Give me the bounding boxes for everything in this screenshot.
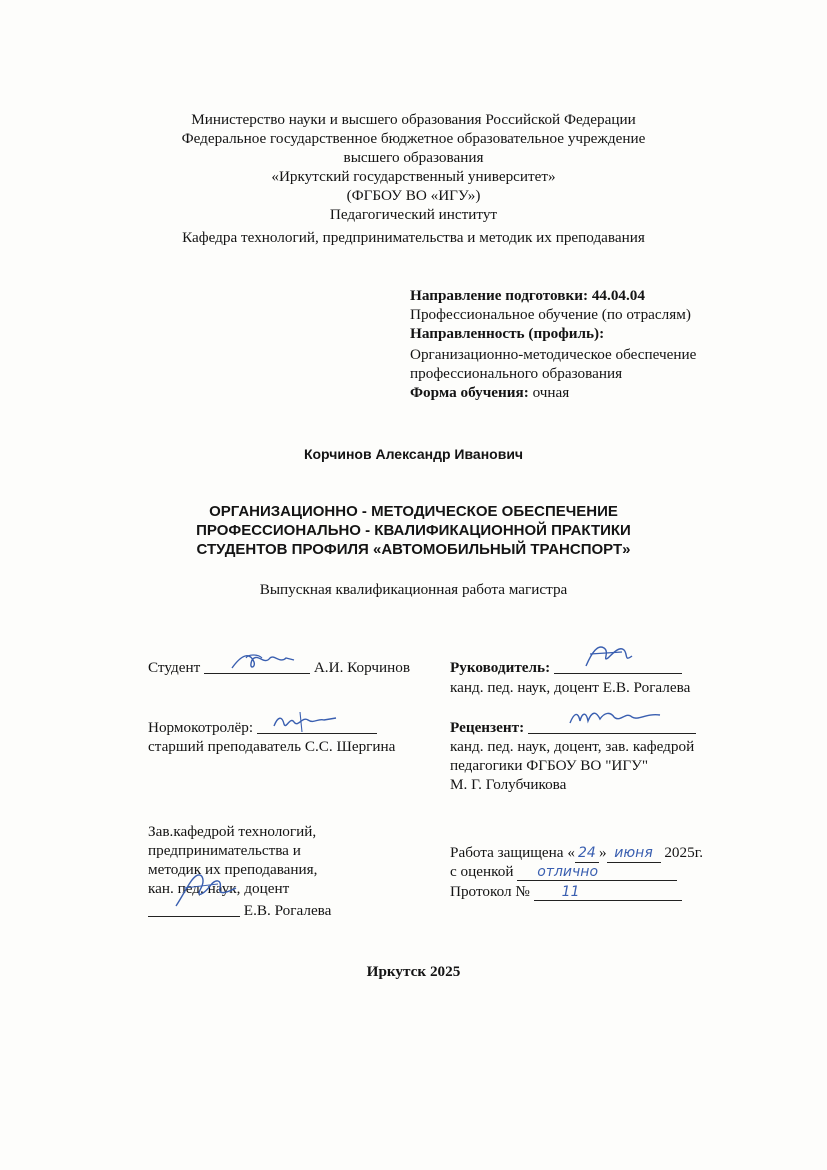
grade-label: с оценкой <box>450 863 514 880</box>
head-signature <box>170 866 250 912</box>
institute-line: Педагогический институт <box>329 206 498 223</box>
reviewer-info-1: канд. пед. наук, доцент, зав. кафедрой <box>450 738 695 755</box>
title-line-3: СТУДЕНТОВ ПРОФИЛЯ «АВТОМОБИЛЬНЫЙ ТРАНСПОРТ» <box>196 541 631 558</box>
reviewer-info-3: М. Г. Голубчикова <box>450 776 567 793</box>
direction-label: Направление подготовки: 44.04.04 <box>410 287 645 304</box>
protocol-value: 11 <box>534 885 682 901</box>
city-year: Иркутск 2025 <box>366 963 461 980</box>
normcontrol-info: старший преподаватель С.С. Шергина <box>148 738 396 755</box>
defended-mid: » <box>598 844 607 861</box>
normcontrol-label: Нормокотролёр: <box>148 719 254 736</box>
form-value: очная <box>532 384 570 401</box>
institution-type-line-2: высшего образования <box>343 149 484 166</box>
supervisor-signature <box>580 640 640 674</box>
supervisor-info: канд. пед. наук, доцент Е.В. Рогалева <box>450 679 691 696</box>
supervisor-line <box>450 658 682 677</box>
defended-year: 2025г. <box>664 844 704 861</box>
defended-month: июня <box>607 846 661 863</box>
head-line-3: методик их преподавания, <box>148 861 318 878</box>
work-type: Выпускная квалификационная работа магистра <box>259 581 568 598</box>
student-signature <box>228 648 298 678</box>
normcontrol-line <box>148 718 377 737</box>
defended-line <box>450 843 703 862</box>
head-line-4: кан. пед. наук, доцент <box>148 880 290 897</box>
author-name: Корчинов Александр Иванович <box>303 446 524 462</box>
department-line: Кафедра технологий, предпринимательства и методик их преподавания <box>182 229 645 246</box>
profile-label: Направленность (профиль): <box>410 325 605 342</box>
student-name: А.И. Корчинов <box>313 659 411 676</box>
head-line-1: Зав.кафедрой технологий, <box>148 823 317 840</box>
profile-value-2: профессионального образования <box>410 365 623 382</box>
institution-type-line: Федеральное государственное бюджетное образовательное учреждение <box>181 130 646 147</box>
defended-day: 24 <box>575 846 599 863</box>
head-line-2: предпринимательства и <box>148 842 301 859</box>
protocol-line <box>450 882 682 901</box>
reviewer-info-2: педагогики ФГБОУ ВО "ИГУ" <box>450 757 649 774</box>
reviewer-signature <box>566 703 666 731</box>
defended-prefix: Работа защищена « <box>450 844 575 861</box>
ministry-line: Министерство науки и высшего образования Российской Федерации <box>191 111 636 128</box>
supervisor-label: Руководитель: <box>450 659 551 676</box>
head-name: Е.В. Рогалева <box>243 902 332 919</box>
normcontrol-signature <box>270 708 342 736</box>
grade-line <box>450 862 677 881</box>
reviewer-label: Рецензент: <box>450 719 525 736</box>
title-line-1: ОРГАНИЗАЦИОННО - МЕТОДИЧЕСКОЕ ОБЕСПЕЧЕНИЕ <box>209 503 618 520</box>
form-line <box>410 383 569 402</box>
protocol-label: Протокол № <box>450 883 530 900</box>
title-line-2: ПРОФЕССИОНАЛЬНО - КВАЛИФИКАЦИОННОЙ ПРАКТИКИ <box>196 522 631 539</box>
university-abbr-line: (ФГБОУ ВО «ИГУ») <box>346 187 481 204</box>
direction-value: Профессиональное обучение (по отраслям) <box>410 306 691 323</box>
profile-value-1: Организационно-методическое обеспечение <box>410 346 697 363</box>
university-line: «Иркутский государственный университет» <box>271 168 556 185</box>
grade-value: отлично <box>517 865 677 881</box>
form-label: Форма обучения: <box>410 384 529 401</box>
student-label: Студент <box>148 659 201 676</box>
